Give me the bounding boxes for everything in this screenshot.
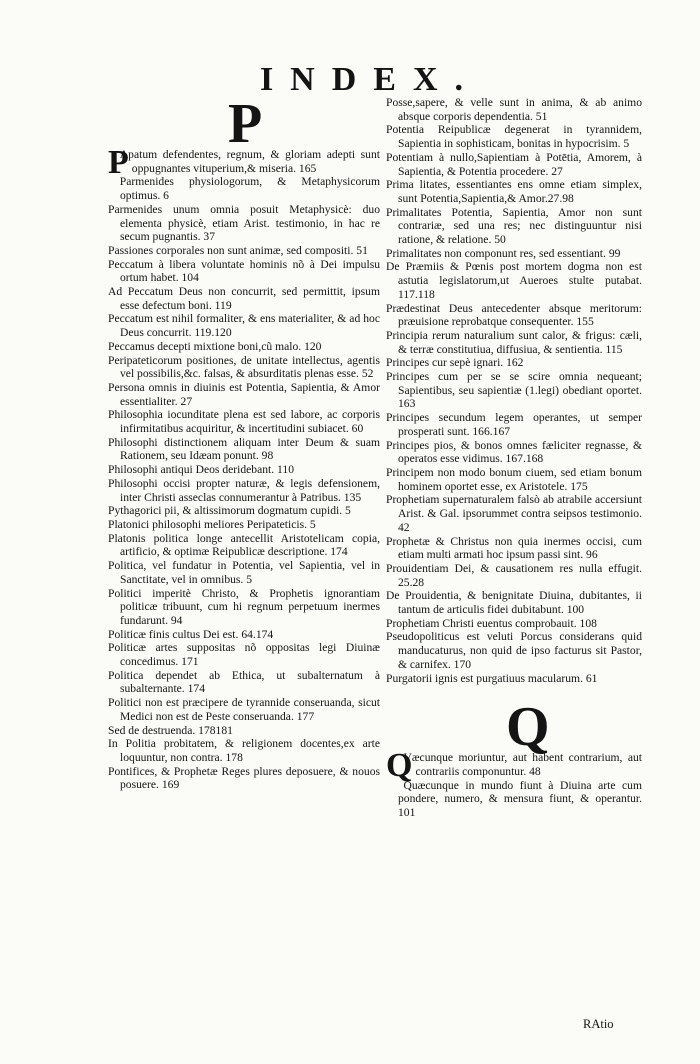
index-entry: Primalitates Potentia, Sapientia, Amor non sunt contrariæ, sed una res; nec distinguuntur nisi ratione, & relatione. 50 — [386, 205, 642, 247]
index-entry: Peccamus decepti mixtione boni,cũ malo. 120 — [108, 339, 322, 353]
index-entry: Prophetiam Christi euentus comprobauit. 108 — [386, 616, 597, 630]
index-entry: Passiones corporales non sunt animæ, sed compositi. 51 — [108, 243, 368, 257]
page-title: INDEX. — [259, 61, 481, 98]
index-entry: Politici imperitè Christo, & Prophetis ignorantiam politicæ tribuunt, cum hi regnum perpetuum inermes fundarunt. 94 — [108, 586, 380, 627]
index-entry: Parmenides physiologorum, & Metaphysicorum optimus. 6 — [119, 175, 380, 203]
q-entry-list — [386, 747, 642, 820]
index-entry: Potentia Reipublicæ degenerat in tyrannidem, Sapientia in sophisticam, bonitas in hypocrisim. 5 — [386, 123, 642, 151]
index-entry: Prouidentiam Dei, & causationem res nulla effugit. 25.28 — [386, 561, 642, 589]
right-column — [386, 96, 642, 820]
index-entry: Principes secundum legem operantes, ut semper prosperati sunt. 166.167 — [386, 411, 642, 438]
index-entry: Sed de destruenda. 178181 — [108, 723, 233, 737]
index-entry: Philosophi antiqui Deos deridebant. 110 — [108, 463, 295, 477]
index-entry: De Præmiis & Pœnis post mortem dogma non est astutia legislatorum,ut Aueroes stulte putabat. 117.118 — [386, 260, 642, 301]
index-entry: Platonis politica longe antecellit Aristotelicam copia, artificio, & optimæ Reipublicæ descriptione. 174 — [108, 531, 380, 559]
index-entry: Pseudopoliticus est veluti Porcus considerans quid manducaturus, non quid de ipso facturus sit Pastor, & carnifex. 170 — [386, 630, 642, 671]
index-entry: Pontifices, & Prophetæ Reges plures deposuere, & nouos posuere. 169 — [108, 764, 380, 792]
index-entry: In Politia probitatem, & religionem docentes,ex arte loquuntur, non contra. 178 — [108, 737, 380, 764]
index-entry: Politici non est præcipere de tyrannide conseruanda, sicut Medici non est de Peste conseruanda. 177 — [108, 696, 380, 723]
index-entry: Prima litates, essentiantes ens omne etiam simplex, sunt Potentia,Sapientia,& Amor.27.98 — [386, 178, 642, 205]
left-column — [108, 93, 380, 792]
index-entry: Purgatorii ignis est purgatiuus macularum. 61 — [386, 671, 598, 685]
index-entry: Politicæ finis cultus Dei est. 64.174 — [108, 627, 274, 641]
index-entry: Primalitates non componunt res, sed essentiant. 99 — [386, 246, 621, 260]
index-entry: Principes pios, & bonos omnes fæliciter regnasse, & operatos esse vidimus. 167.168 — [386, 438, 642, 466]
index-entry: Platonici philosophi meliores Peripateticis. 5 — [108, 517, 316, 531]
section-letter-q: Q — [506, 696, 550, 759]
index-entry: Philosophia iocunditate plena est sed labore, ac corporis infirmitatibus acquiritur, & incertitudini subiacet. 60 — [108, 408, 380, 436]
index-entry: Prædestinat Deus antecedenter absque meritorum: præuisione reprobatque consequenter. 155 — [386, 301, 642, 329]
index-entry: Potentiam à nullo,Sapientiam à Potētia, Amorem, à Sapientia, & Potentia procedere. 27 — [386, 150, 642, 178]
index-entry: Posse,sapere, & velle sunt in anima, & ab animo absque corporis dependentia. 51 — [386, 96, 642, 123]
catchword: RAtio — [583, 1017, 614, 1031]
left-entry-list — [108, 144, 380, 792]
index-entry: Prophetiam supernaturalem falsò ab atrabile accersiunt Arist. & Gal. ipsorummet contra seipsos testimonio. 42 — [386, 493, 642, 534]
index-entry: Peccatum est nihil formaliter, & ens materialiter, & ad hoc Deus concurrit. 119.120 — [108, 312, 380, 340]
index-entry: Quæcunque in mundo fiunt à Diuina arte cum pondere, numero, & mensura fiunt, & operantur. 101 — [398, 778, 642, 820]
index-entry: Parmenides unum omnia posuit Metaphysicè: duo elementa physicè, etiam Arist. testimonio, in hac re secum pugnantis. 37 — [108, 202, 380, 244]
index-entry: Politica, vel fundatur in Potentia, vel Sapientia, vel in Sanctitate, vel in omnibus. 5 — [108, 559, 380, 586]
index-entry: QVæcunque moriuntur, aut habent contrarium, aut contrariis componuntur. 48 — [386, 747, 642, 785]
index-entry: Peripateticorum positiones, de unitate intellectus, agentis vel possibilis,&c. falsas, & absurditatis plenas esse. 52 — [108, 353, 380, 381]
section-letter-p: P — [228, 93, 263, 155]
index-entry: Ad Peccatum Deus non concurrit, sed permittit, ipsum esse defectum boni. 119 — [108, 285, 380, 312]
index-entry: Philosophi distinctionem aliquam inter Deum & suam Rationem, seu Idæam ponunt. 98 — [108, 435, 380, 463]
index-entry: De Prouidentia, & benignitate Diuina, dubitantes, ii tantum de articulis fidei dubitabunt. 100 — [386, 589, 642, 617]
index-entry: Pythagorici pii, & altissimorum dogmatum cupidi. 5 — [108, 504, 351, 518]
right-entry-list — [386, 96, 642, 685]
index-entry: Peccatum à libera voluntate hominis nõ à Dei impulsu ortum habet. 104 — [108, 257, 380, 285]
index-entry: Politica dependet ab Ethica, ut subalternatum à subalternante. 174 — [108, 668, 380, 696]
index-entry: Persona omnis in diuinis est Potentia, Sapientia, & Amor essentialiter. 27 — [108, 380, 380, 408]
index-entry: Principia rerum naturalium sunt calor, & frigus: cæli, & terræ constitutiua, diffusiua, & sentientia. 115 — [386, 328, 642, 356]
index-entry: Principes cur sepè ignari. 162 — [386, 356, 524, 370]
index-entry: Principem non modo bonum ciuem, sed etiam bonum hominem oportet esse, ex Aristotele. 175 — [386, 465, 642, 493]
index-entry: PApatum defendentes, regnum, & gloriam adepti sunt oppugnantes vituperium,& miseria. 165 — [108, 144, 380, 181]
index-entry: Principes cum per se se scire omnia nequeant; Sapientibus, seu sapientiæ (1.legi) obediant oportet. 163 — [386, 370, 642, 411]
index-entry: Philosophi occisi propter naturæ, & legis defensionem, inter Christi asseclas connumerantur à Patribus. 135 — [108, 476, 380, 504]
index-entry: Prophetæ & Christus non quia inermes occisi, cum etiam multi armati hoc ipsum passi sint. 96 — [386, 534, 642, 562]
index-entry: Politicæ artes suppositas nõ oppositas legi Diuinæ concedimus. 171 — [108, 641, 380, 669]
